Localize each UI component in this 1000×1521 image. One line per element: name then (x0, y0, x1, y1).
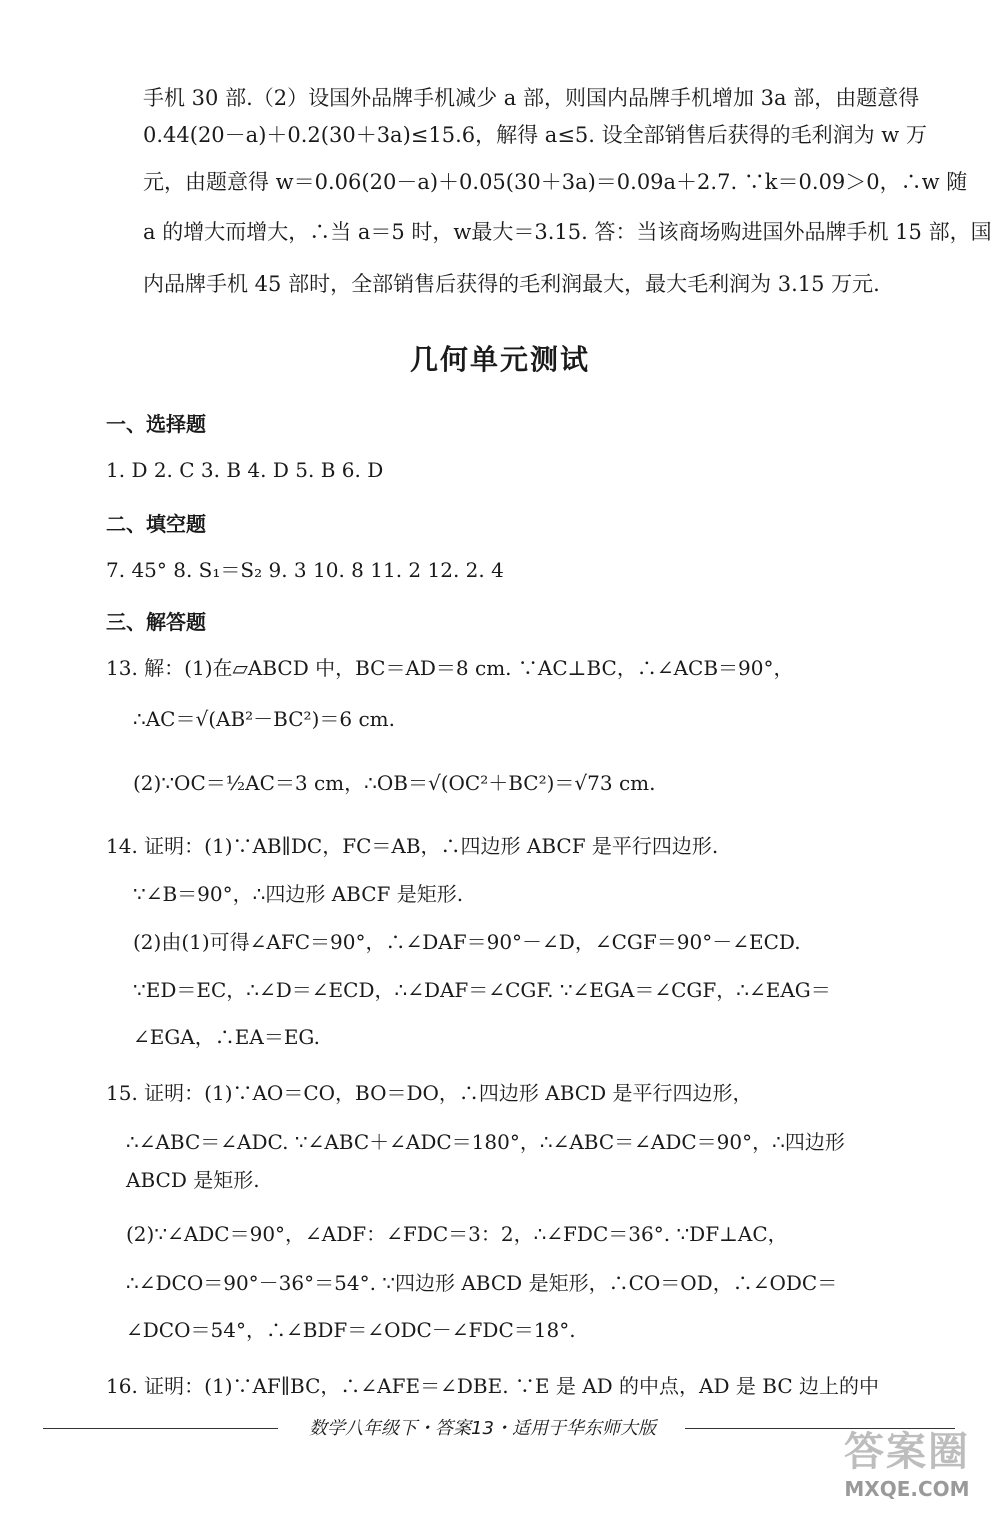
page-footer: 数学八年级下・答案13・适用于华东师大版 (309, 1418, 656, 1439)
p14-line-3: (2)由(1)可得∠AFC＝90°，∴∠DAF＝90°－∠D，∠CGF＝90°－∠ECD. (133, 930, 801, 954)
paragraph-line-5: 内品牌手机 45 部时，全部销售后获得的毛利润最大，最大毛利润为 3.15 万元. (143, 272, 880, 296)
p16-line-1: 16. 证明：(1)∵AF∥BC，∴∠AFE＝∠DBE. ∵E 是 AD 的中点，AD 是 BC 边上的中 (106, 1374, 879, 1398)
p13-line-1: 13. 解：(1)在▱ABCD 中，BC＝AD＝8 cm. ∵AC⊥BC，∴∠ACB＝90°， (106, 656, 794, 680)
watermark-url: MXQE.COM (844, 1477, 970, 1501)
paragraph-line-3: 元，由题意得 w＝0.06(20－a)＋0.05(30＋3a)＝0.09a＋2.7. ∵k＝0.09＞0，∴w 随 (143, 170, 968, 194)
paragraph-line-4: a 的增大而增大，∴当 a＝5 时，w最大＝3.15. 答：当该商场购进国外品牌手机 15 部，国 (143, 220, 992, 244)
watermark-logo (822, 1428, 992, 1518)
p14-line-2: ∵∠B＝90°，∴四边形 ABCF 是矩形. (133, 882, 464, 906)
p14-line-1: 14. 证明：(1)∵AB∥DC，FC＝AB，∴四边形 ABCF 是平行四边形. (106, 834, 719, 858)
watermark-title: 答案圈 (844, 1429, 970, 1475)
section-heading-choice: 一、选择题 (106, 412, 206, 436)
p15-line-6: ∠DCO＝54°，∴∠BDF＝∠ODC－∠FDC＝18°. (126, 1318, 576, 1342)
p15-line-2: ∴∠ABC＝∠ADC. ∵∠ABC＋∠ADC＝180°，∴∠ABC＝∠ADC＝90°，∴四边形 (126, 1130, 845, 1154)
choice-answers: 1. D 2. C 3. B 4. D 5. B 6. D (106, 458, 384, 482)
paragraph-line-2: 0.44(20－a)＋0.2(30＋3a)≤15.6，解得 a≤5. 设全部销售后获得的毛利润为 w 万 (143, 123, 927, 147)
page-title: 几何单元测试 (409, 343, 590, 376)
p15-line-1: 15. 证明：(1)∵AO＝CO，BO＝DO，∴四边形 ABCD 是平行四边形， (106, 1081, 753, 1105)
p13-line-3: (2)∵OC＝½AC＝3 cm，∴OB＝√(OC²＋BC²)＝√73 cm. (133, 771, 656, 795)
p14-line-5: ∠EGA，∴EA＝EG. (133, 1025, 321, 1049)
p14-line-4: ∵ED＝EC，∴∠D＝∠ECD，∴∠DAF＝∠CGF. ∵∠EGA＝∠CGF，∴∠EAG＝ (133, 978, 831, 1002)
section-heading-solve: 三、解答题 (106, 610, 206, 634)
fill-answers: 7. 45° 8. S₁＝S₂ 9. 3 10. 8 11. 2 12. 2. 4 (106, 558, 504, 582)
p15-line-3: ABCD 是矩形. (126, 1168, 260, 1192)
p15-line-4: (2)∵∠ADC＝90°，∠ADF：∠FDC＝3：2，∴∠FDC＝36°. ∵DF⊥AC， (126, 1222, 788, 1246)
p13-line-2: ∴AC＝√(AB²－BC²)＝6 cm. (133, 707, 395, 731)
footer-rule-left (43, 1428, 278, 1429)
paragraph-line-1: 手机 30 部.（2）设国外品牌手机减少 a 部，则国内品牌手机增加 3a 部，由题意得 (143, 86, 920, 110)
p15-line-5: ∴∠DCO＝90°－36°＝54°. ∵四边形 ABCD 是矩形，∴CO＝OD，∴∠ODC＝ (126, 1271, 838, 1295)
section-heading-fill: 二、填空题 (106, 512, 206, 536)
